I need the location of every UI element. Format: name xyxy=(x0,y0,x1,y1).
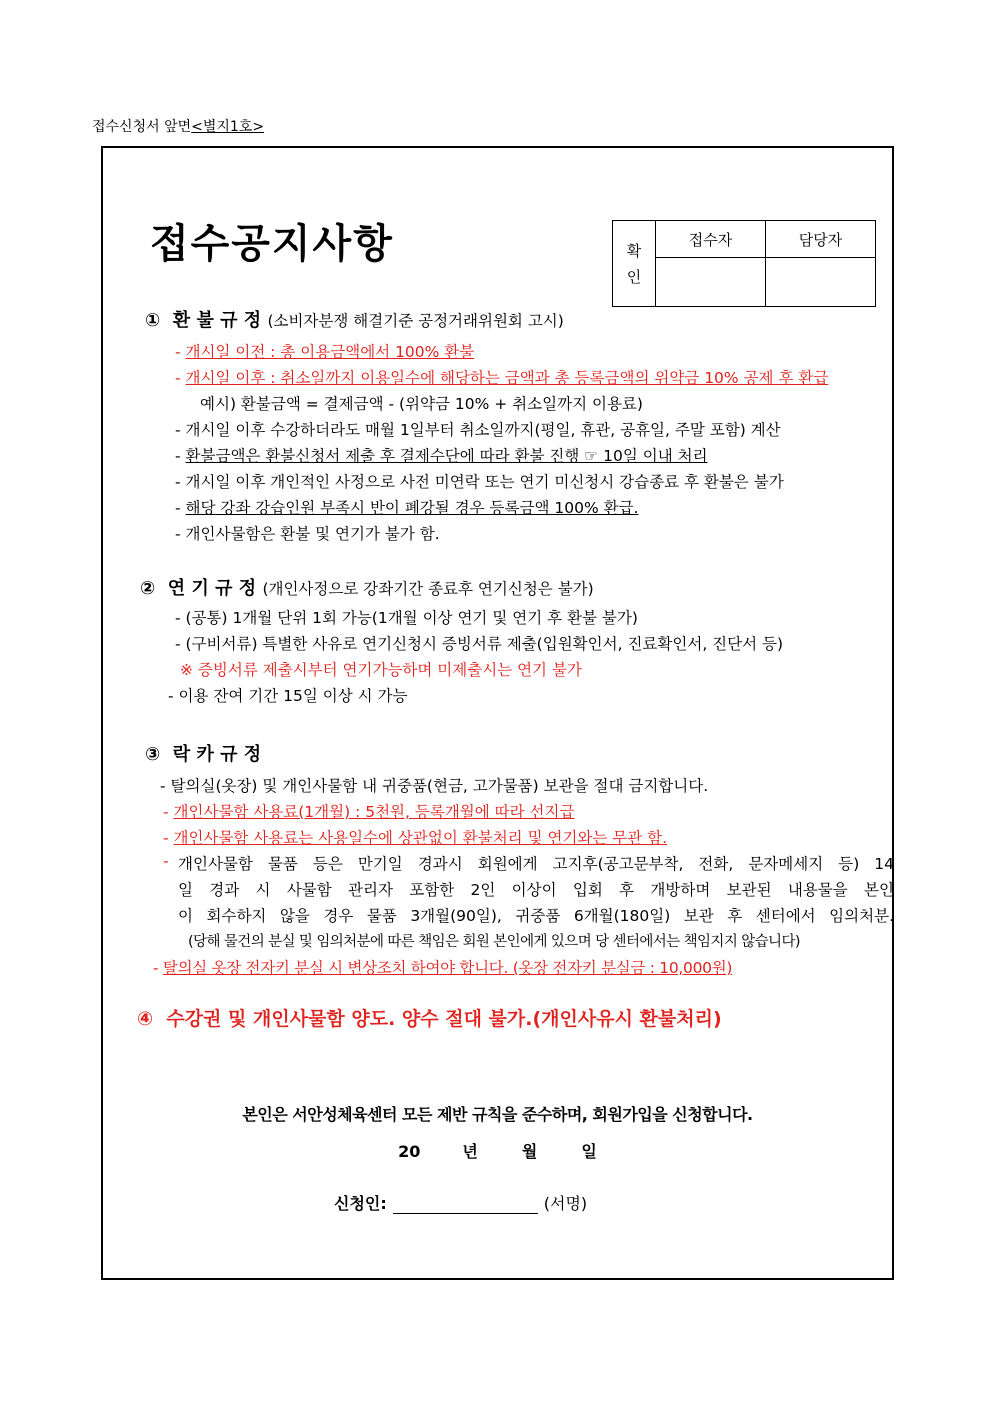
refund-rule-after: - 개시일 이후 : 취소일까지 이용일수에 해당하는 금액과 총 등록금액의 위약금 10% 공제 후 환급 xyxy=(175,369,829,387)
postpone-section-heading xyxy=(140,574,594,600)
locker-rule-valuables: - 탈의실(옷장) 및 개인사물함 내 귀중품(현금, 고가물품) 보관을 절대 금지합니다. xyxy=(160,777,709,795)
locker-rule-fee: - 개인사물함 사용료(1개월) : 5천원, 등록개월에 따라 선지급 xyxy=(163,803,575,821)
form-annex-tag: <별지1호> xyxy=(191,119,265,135)
year-prefix: 20 xyxy=(398,1142,421,1161)
refund-section-heading xyxy=(145,306,564,332)
locker-rule-expiry-dash: - xyxy=(163,852,169,870)
applicant-signature-field[interactable] xyxy=(393,1197,538,1214)
refund-rule-before: - 개시일 이전 : 총 이용금액에서 100% 환불 xyxy=(175,343,475,361)
refund-rule-no-contact: - 개시일 이후 개인적인 사정으로 사전 미연락 또는 연기 미신청시 강습종료 후 환불은 불가 xyxy=(175,473,784,491)
form-side-label: 접수신청서 앞면 xyxy=(92,119,192,135)
date-line xyxy=(101,1139,894,1162)
section-title: 수강권 및 개인사물함 양도. 양수 절대 불가.(개인사유시 환불처리) xyxy=(166,1008,722,1030)
rule-text: 개시일 이전 : 총 이용금액에서 100% 환불 xyxy=(185,343,475,361)
postpone-rule-note: ※ 증빙서류 제출시부터 연기가능하며 미제출시는 연기 불가 xyxy=(180,661,582,679)
postpone-rule-documents: - (구비서류) 특별한 사유로 연기신청시 증빙서류 제출(입원확인서, 진료확인서, 진단서 등) xyxy=(175,635,784,653)
bullet: - xyxy=(175,447,186,465)
applicant-label: 신청인: xyxy=(334,1194,387,1213)
postpone-rule-common: - (공통) 1개월 단위 1회 가능(1개월 이상 연기 및 연기 후 환불 불가) xyxy=(175,609,638,627)
year-label: 년 xyxy=(462,1142,478,1161)
refund-rule-locker: - 개인사물함은 환불 및 연기가 불가 함. xyxy=(175,525,440,543)
bullet: - xyxy=(175,499,186,517)
locker-rule-expiry-2: 일 경과 시 사물함 관리자 포함한 2인 이상이 입회 후 개방하며 보관된 내용물을 본인 xyxy=(178,881,894,899)
form-number-label xyxy=(92,116,264,136)
section-subtitle: (소비자분쟁 해결기준 공정거래위원회 고시) xyxy=(267,312,564,330)
rule-text: 해당 강좌 강습인원 부족시 반이 폐강될 경우 등록금액 100% 환급. xyxy=(185,499,639,517)
postpone-rule-remaining: - 이용 잔여 기간 15일 이상 시 가능 xyxy=(168,687,408,705)
locker-section-heading xyxy=(145,740,261,766)
rule-text: 개인사물함 사용료(1개월) : 5천원, 등록개월에 따라 선지급 xyxy=(173,803,575,821)
section-subtitle: (개인사정으로 강좌기간 종료후 연기신청은 불가) xyxy=(262,580,594,598)
rule-text: 환불금액은 환불신청서 제출 후 결제수단에 따라 환불 진행 ☞ 10일 이내 처리 xyxy=(185,447,708,465)
day-label: 일 xyxy=(581,1142,597,1161)
refund-rule-calc: - 개시일 이후 수강하더라도 매월 1일부터 취소일까지(평일, 휴관, 공휴일, 주말 포함) 계산 xyxy=(175,421,781,439)
section-number: ③ xyxy=(145,744,161,765)
month-label: 월 xyxy=(521,1142,538,1161)
page-title: 접수공지사항 xyxy=(150,221,394,267)
locker-rule-liability: (당해 물건의 분실 및 임의처분에 따른 책임은 회원 본인에게 있으며 당 센터에서는 책임지지 않습니다) xyxy=(188,934,800,950)
refund-rule-cancel xyxy=(175,496,638,518)
section-number: ① xyxy=(145,310,161,331)
manager-header: 담당자 xyxy=(766,221,876,258)
receiver-header: 접수자 xyxy=(656,221,766,258)
signature-label: (서명) xyxy=(543,1194,588,1213)
locker-rule-expiry-3: 이 회수하지 않을 경우 물품 3개월(90일), 귀중품 6개월(180일) 보관 후 센터에서 임의처분. xyxy=(178,907,894,925)
locker-rule-expiry-1: 개인사물함 물품 등은 만기일 경과시 회원에게 고지후(공고문부착, 전화, 문자메세지 등) 14 xyxy=(178,855,894,873)
rule-text: 탈의실 옷장 전자키 분실 시 변상조치 하여야 합니다. (옷장 전자키 분실금 : 10,000원) xyxy=(162,959,733,977)
applicant-line xyxy=(334,1191,587,1214)
refund-rule-process xyxy=(175,444,708,466)
transfer-section xyxy=(137,1004,722,1031)
rule-text: 개인사물함 사용료는 사용일수에 상관없이 환불처리 및 연기와는 무관 함. xyxy=(173,829,668,847)
section-number: ④ xyxy=(137,1008,154,1030)
rule-text: 개시일 이후 : 취소일까지 이용일수에 해당하는 금액과 총 등록금액의 위약금 10% 공제 후 환급 xyxy=(185,369,829,387)
locker-rule-no-refund: - 개인사물함 사용료는 사용일수에 상관없이 환불처리 및 연기와는 무관 함. xyxy=(163,829,668,847)
section-title: 락 카 규 정 xyxy=(172,744,262,765)
section-number: ② xyxy=(140,578,156,599)
section-title: 환 불 규 정 xyxy=(172,310,262,331)
section-title: 연 기 규 정 xyxy=(167,578,257,599)
confirm-table xyxy=(612,220,876,307)
receiver-sign-cell[interactable] xyxy=(656,258,766,307)
confirm-side-label: 확 인 xyxy=(613,221,656,307)
refund-example: 예시) 환불금액 = 결제금액 - (위약금 10% + 취소일까지 이용료) xyxy=(200,395,643,413)
pledge-text: 본인은 서안성체육센터 모든 제반 규칙을 준수하며, 회원가입을 신청합니다. xyxy=(242,1105,753,1124)
manager-sign-cell[interactable] xyxy=(766,258,876,307)
locker-rule-key: - 탈의실 옷장 전자키 분실 시 변상조치 하여야 합니다. (옷장 전자키 분실금 : 10,000원) xyxy=(153,959,733,977)
